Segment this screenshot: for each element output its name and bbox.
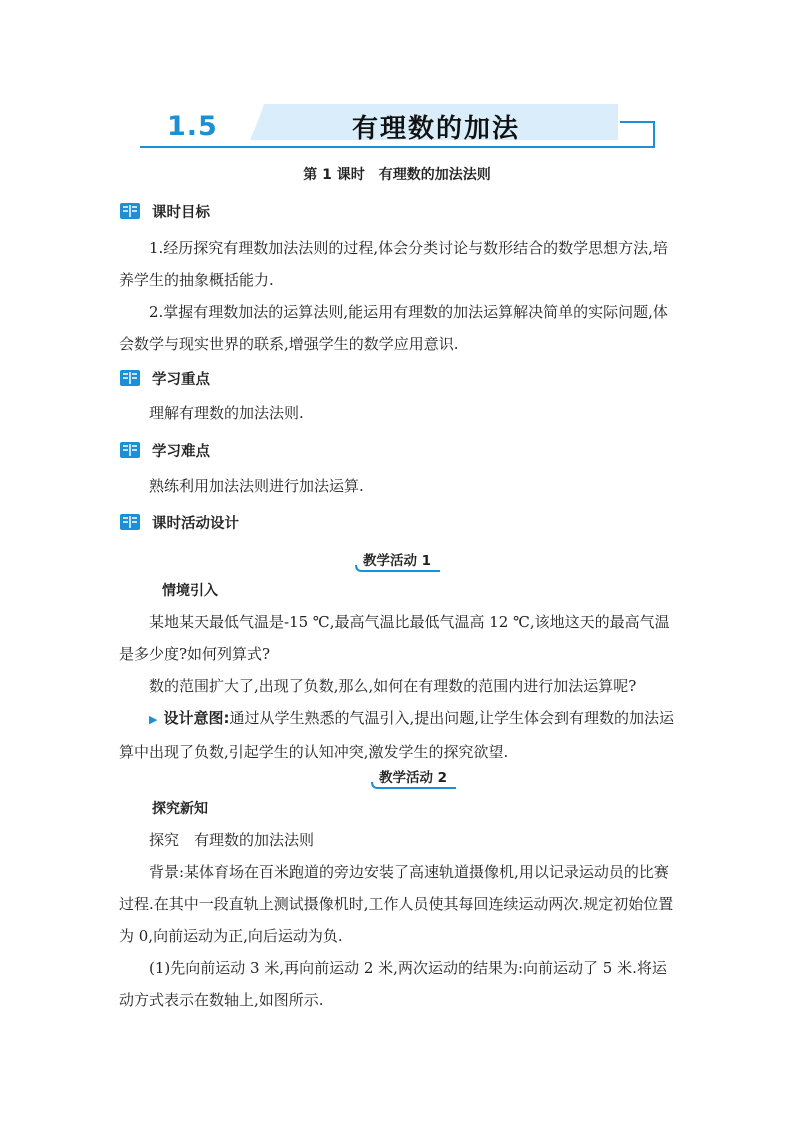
title-underline xyxy=(370,780,456,790)
activity-2-paragraph-2: (1)先向前运动 3 米,再向前运动 2 米,两次运动的结果为:向前运动了 5 米.将运动方式表示在数轴上,如图所示. xyxy=(119,959,667,1009)
difficulty-label: 学习难点 xyxy=(152,443,210,460)
goals-label: 课时目标 xyxy=(152,204,210,221)
design-heading xyxy=(119,511,239,533)
goal-item-1: 1.经历探究有理数加法法则的过程,体会分类讨论与数形结合的数学思想方法,培养学生的抽象概括能力. xyxy=(119,239,668,289)
activity-2-title: 教学活动 2 xyxy=(370,766,456,790)
section-number: 1.5 xyxy=(167,111,218,142)
lesson-subtitle: 第 1 课时 有理数的加法法则 xyxy=(303,167,491,183)
book-icon xyxy=(119,441,141,459)
explore-heading: 探究 有理数的加法法则 xyxy=(149,831,315,849)
goals-heading xyxy=(119,200,210,222)
activity-2-paragraph-1: 背景:某体育场在百米跑道的旁边安装了高速轨道摄像机,用以记录运动员的比赛过程.在其中一段直轨上测试摄像机时,工作人员使其每回连续运动两次.规定初始位置为 0,向前运动为正,向后运动为负. xyxy=(119,863,674,945)
activity-1-paragraph-2: 数的范围扩大了,出现了负数,那么,如何在有理数的范围内进行加法运算呢? xyxy=(149,677,637,695)
book-icon xyxy=(119,369,141,387)
design-intent: ▶ 设计意图:通过从学生熟悉的气温引入,提出问题,让学生体会到有理数的加法运算中出现了负数,引起学生的认知冲突,激发学生的探究欲望. xyxy=(119,709,675,761)
key-point-heading xyxy=(119,367,210,389)
activity-2-subhead: 探究新知 xyxy=(152,801,208,817)
activity-1-title: 教学活动 1 xyxy=(354,549,440,573)
difficulty-heading xyxy=(119,439,210,461)
triangle-icon: ▶ xyxy=(149,713,158,726)
difficulty-text: 熟练利用加法法则进行加法运算. xyxy=(149,477,364,495)
activity-1-paragraph-1: 某地某天最低气温是-15 ℃,最高气温比最低气温高 12 ℃,该地这天的最高气温是多少度?如何列算式? xyxy=(119,613,670,663)
book-icon xyxy=(119,513,141,531)
book-icon xyxy=(119,202,141,220)
key-point-label: 学习重点 xyxy=(152,371,210,388)
design-label: 课时活动设计 xyxy=(152,515,239,532)
section-title: 有理数的加法 xyxy=(352,114,521,144)
goal-item-2: 2.掌握有理数加法的运算法则,能运用有理数的加法运算解决简单的实际问题,体会数学与现实世界的联系,增强学生的数学应用意识. xyxy=(119,303,668,353)
activity-1-subhead: 情境引入 xyxy=(162,583,218,599)
key-point-text: 理解有理数的加法法则. xyxy=(149,404,304,422)
title-underline xyxy=(354,563,440,573)
